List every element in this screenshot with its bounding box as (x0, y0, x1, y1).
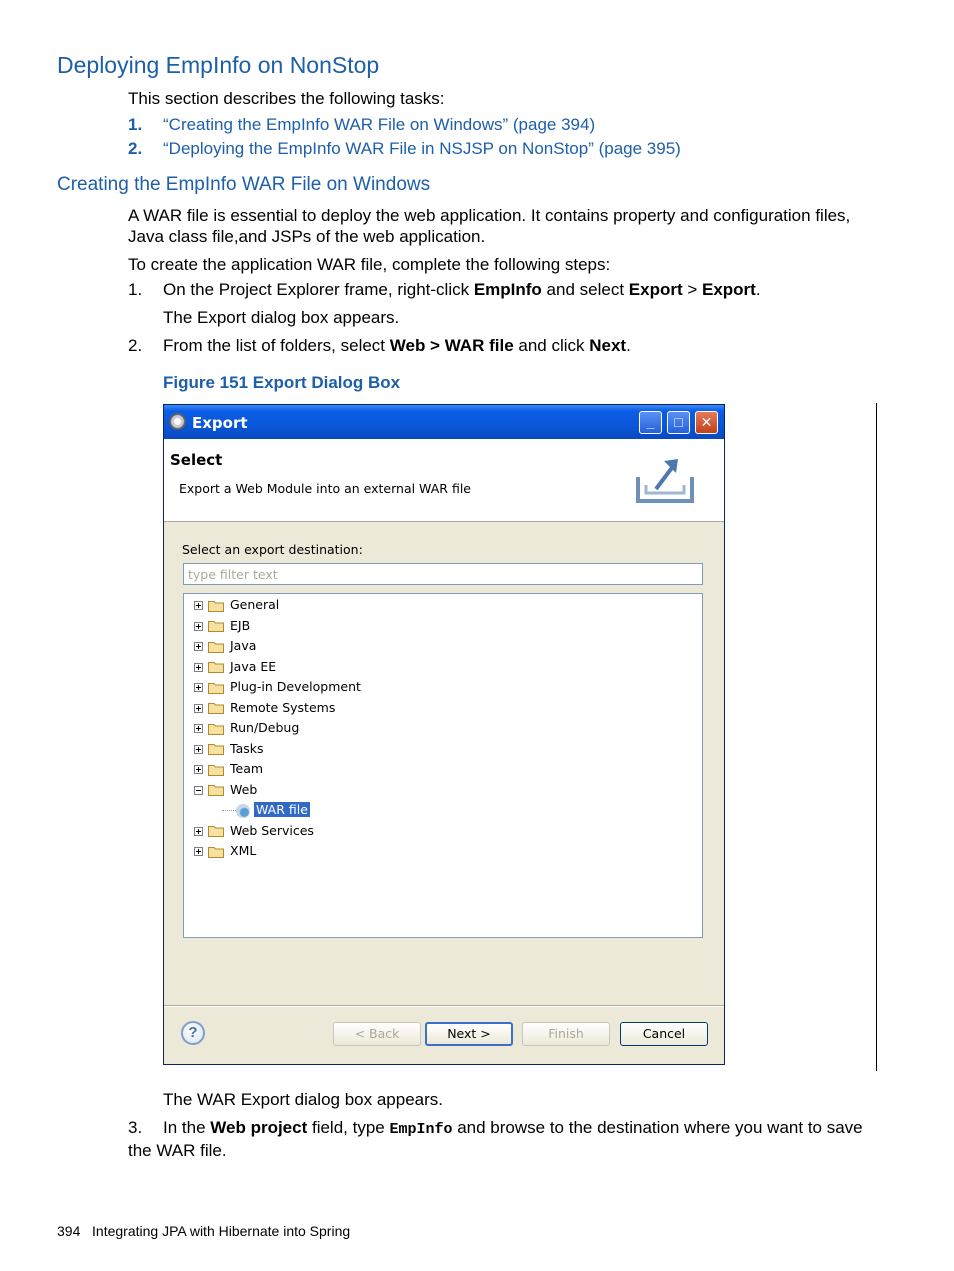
tree-item-label: Web Services (230, 822, 314, 838)
page-description: Export a Web Module into an external WAR file (179, 481, 471, 496)
tree-item-label: Tasks (230, 740, 264, 756)
expand-icon[interactable] (194, 847, 203, 856)
tree-item-label: XML (230, 843, 257, 858)
tree-item-label: EJB (230, 617, 251, 633)
step-2-text-c: . (626, 336, 631, 355)
expand-icon[interactable] (194, 704, 203, 713)
tree-item-java[interactable] (194, 638, 256, 656)
dialog-title: Export (192, 414, 248, 432)
step-1-number: 1. (128, 280, 143, 299)
task-link-2-number: 2. (128, 139, 143, 158)
tree-item-xml[interactable] (194, 843, 256, 861)
war-file-icon (236, 804, 250, 818)
tree-item-plugin-development[interactable] (194, 679, 361, 697)
folder-icon (208, 600, 224, 612)
destination-tree[interactable] (183, 593, 703, 938)
tree-item-label: Plug-in Development (230, 679, 361, 694)
tree-item-ejb[interactable] (194, 618, 250, 636)
step-1-bold-export-menu: Export (628, 280, 683, 299)
tree-item-label: General (230, 597, 280, 612)
tree-item-java-ee[interactable] (194, 659, 276, 677)
task-link-1-text[interactable]: “Creating the EmpInfo WAR File on Windows” (page 394) (163, 115, 596, 134)
folder-icon (208, 825, 224, 837)
tree-item-general[interactable] (194, 597, 279, 615)
step-3-code: EmpInfo (389, 1121, 453, 1138)
open-folder-icon (208, 784, 224, 796)
tree-item-label: Java EE (230, 658, 277, 674)
tree-item-label: Team (230, 761, 264, 776)
expand-icon[interactable] (194, 724, 203, 733)
step-2-bold-next: Next (589, 336, 627, 355)
step-3-bold-web-project: Web project (210, 1118, 308, 1137)
export-wizard-icon (634, 451, 698, 511)
paragraph-2: To create the application WAR file, complete the following steps: (128, 255, 611, 274)
step-2 (128, 335, 631, 356)
folder-icon (208, 620, 224, 632)
export-dialog (163, 404, 725, 1065)
footer-divider (164, 1005, 724, 1007)
close-button[interactable]: ✕ (695, 411, 718, 434)
paragraph-1: A WAR file is essential to deploy the web application. It contains property and configuration files, Java class file,and JSPs of the web application. (128, 206, 851, 246)
step-1-result: The Export dialog box appears. (163, 308, 400, 327)
tree-item-label: Remote Systems (230, 699, 336, 715)
maximize-button[interactable]: □ (667, 411, 690, 434)
step-3 (128, 1117, 873, 1161)
step-1 (128, 279, 761, 300)
page-footer (57, 1223, 350, 1239)
subsection-title: Creating the EmpInfo WAR File on Windows (57, 174, 431, 195)
step-2-bold-war-file: Web > WAR file (389, 336, 514, 355)
tree-item-tasks[interactable] (194, 741, 264, 759)
step-1-bold-empinfo: EmpInfo (473, 280, 542, 299)
expand-icon[interactable] (194, 745, 203, 754)
tree-item-label: Run/Debug (230, 720, 300, 735)
section-title: Deploying EmpInfo on NonStop (57, 52, 380, 78)
folder-icon (208, 702, 224, 714)
folder-icon (208, 764, 224, 776)
expand-icon[interactable] (194, 827, 203, 836)
folder-icon (208, 682, 224, 694)
task-link-1[interactable] (128, 114, 595, 135)
back-button[interactable]: < Back (333, 1022, 421, 1046)
folder-icon (208, 743, 224, 755)
tree-item-web-services[interactable] (194, 823, 314, 841)
folder-icon (208, 641, 224, 653)
eclipse-gear-icon (169, 413, 186, 430)
task-link-1-number: 1. (128, 115, 143, 134)
task-link-2[interactable] (128, 138, 681, 159)
folder-icon (208, 661, 224, 673)
tree-item-web[interactable] (194, 782, 257, 800)
intro-text: This section describes the following tasks: (128, 89, 445, 108)
step-1-text-b: and select (541, 280, 629, 299)
footer-title: Integrating JPA with Hibernate into Spring (92, 1223, 351, 1239)
export-destination-label: Select an export destination: (182, 542, 363, 557)
expand-icon[interactable] (194, 663, 203, 672)
minimize-button[interactable]: _ (639, 411, 662, 434)
folder-icon (208, 723, 224, 735)
expand-icon[interactable] (194, 765, 203, 774)
dialog-body (164, 522, 724, 1005)
change-bar (876, 403, 877, 1071)
help-icon[interactable]: ? (181, 1021, 205, 1045)
tree-item-remote-systems[interactable] (194, 700, 335, 718)
tree-item-team[interactable] (194, 761, 263, 779)
tree-item-label: WAR file (256, 802, 308, 817)
step-1-text-c: > (682, 280, 702, 299)
tree-item-label: Java (230, 638, 257, 653)
expand-icon[interactable] (194, 622, 203, 631)
step-3-text-b: field, type (307, 1118, 390, 1137)
tree-item-war-file[interactable] (222, 802, 310, 820)
step-3-text-a: In the (163, 1118, 211, 1137)
step-3-text-c: and browse to the destination where you want to save the WAR file. (128, 1118, 863, 1160)
page-number: 394 (57, 1223, 81, 1239)
folder-icon (208, 846, 224, 858)
expand-icon[interactable] (194, 642, 203, 651)
expand-icon[interactable] (194, 601, 203, 610)
dialog-titlebar[interactable] (164, 405, 724, 439)
task-link-2-text[interactable]: “Deploying the EmpInfo WAR File in NSJSP on NonStop” (page 395) (163, 139, 681, 158)
step-3-number: 3. (128, 1118, 143, 1137)
tree-item-run-debug[interactable] (194, 720, 299, 738)
step-2-number: 2. (128, 336, 143, 355)
step-1-bold-export-item: Export (702, 280, 756, 299)
step-2-text-b: and click (513, 336, 590, 355)
dialog-header (164, 439, 724, 522)
collapse-icon[interactable] (194, 786, 203, 795)
finish-button[interactable]: Finish (522, 1022, 610, 1046)
figure-caption: Figure 151 Export Dialog Box (163, 373, 401, 392)
step-1-text-a: On the Project Explorer frame, right-click (163, 280, 474, 299)
next-button[interactable]: Next > (425, 1022, 513, 1046)
tree-connector (222, 810, 236, 811)
tree-item-label: Web (230, 781, 258, 797)
cancel-button[interactable]: Cancel (620, 1022, 708, 1046)
after-figure-text: The WAR Export dialog box appears. (163, 1090, 444, 1109)
expand-icon[interactable] (194, 683, 203, 692)
step-2-text-a: From the list of folders, select (163, 336, 390, 355)
step-1-text-d: . (755, 280, 761, 299)
filter-input[interactable]: type filter text (183, 563, 703, 585)
page-title: Select (170, 451, 223, 469)
